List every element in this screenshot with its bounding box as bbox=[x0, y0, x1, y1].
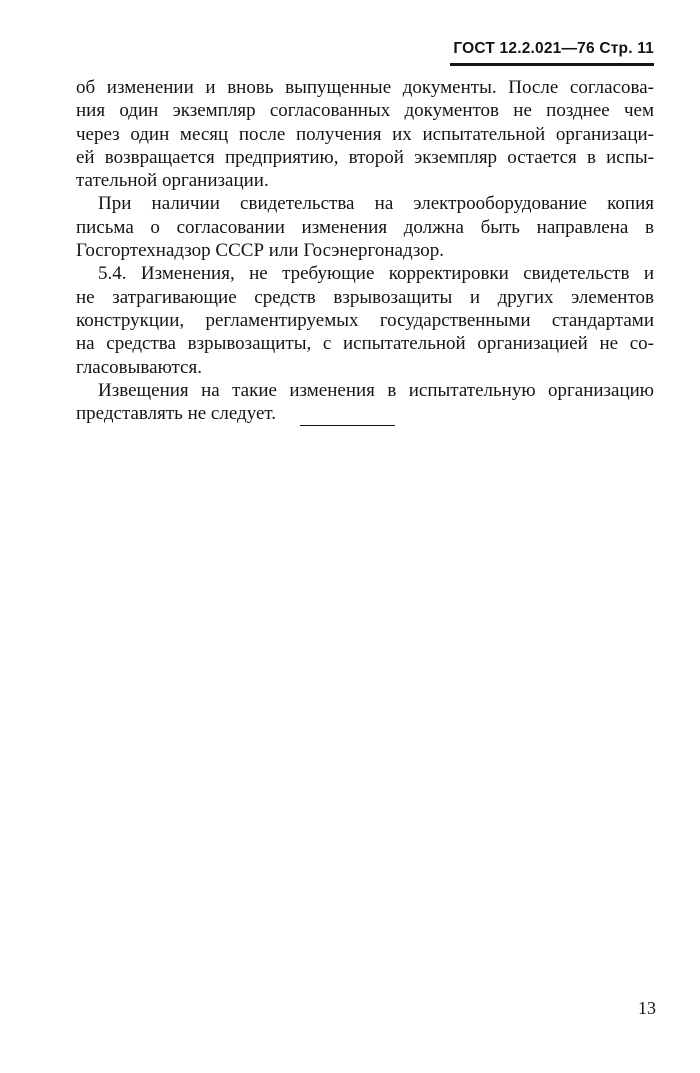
text-line: Госгортехнадзор СССР или Госэнергонадзор. bbox=[76, 240, 444, 262]
paragraph-notices bbox=[76, 379, 654, 426]
text-line: тательной организации. bbox=[76, 170, 269, 192]
text-line: письма о согласовании изменения должна быть направлена в bbox=[76, 216, 654, 238]
paragraph-certificate bbox=[76, 192, 654, 262]
text-line: Извещения на такие изменения в испытательную организацию bbox=[98, 379, 654, 401]
text-line: через один месяц после получения их испытательной организаци- bbox=[76, 123, 654, 145]
standard-designation: ГОСТ 12.2.021—76 bbox=[453, 40, 595, 57]
page-header bbox=[450, 40, 654, 66]
text-line: ния один экземпляр согласованных документов не позднее чем bbox=[76, 100, 654, 122]
text-line: ей возвращается предприятию, второй экземпляр остается в испы- bbox=[76, 146, 654, 168]
text-line: об изменении и вновь выпущенные документы. После согласова- bbox=[76, 77, 654, 98]
document-body bbox=[76, 76, 654, 425]
page-label: Стр. 11 bbox=[599, 40, 654, 57]
text-line: конструкции, регламентируемых государственными стандартами bbox=[76, 309, 654, 331]
end-of-section-divider bbox=[300, 425, 395, 426]
text-line: 5.4. Изменения, не требующие корректировки свидетельств и bbox=[98, 263, 654, 285]
text-line: на средства взрывозащиты, с испытательной организацией не со- bbox=[76, 333, 654, 355]
text-line: не затрагивающие средств взрывозащиты и других элементов bbox=[76, 286, 654, 308]
text-line: гласовываются. bbox=[76, 356, 202, 378]
paragraph-continuation bbox=[76, 76, 654, 192]
text-line: При наличии свидетельства на электрооборудование копия bbox=[98, 193, 654, 215]
page-number: 13 bbox=[638, 998, 656, 1018]
text-line: представлять не следует. bbox=[76, 403, 277, 425]
paragraph-section-5-4 bbox=[76, 262, 654, 378]
